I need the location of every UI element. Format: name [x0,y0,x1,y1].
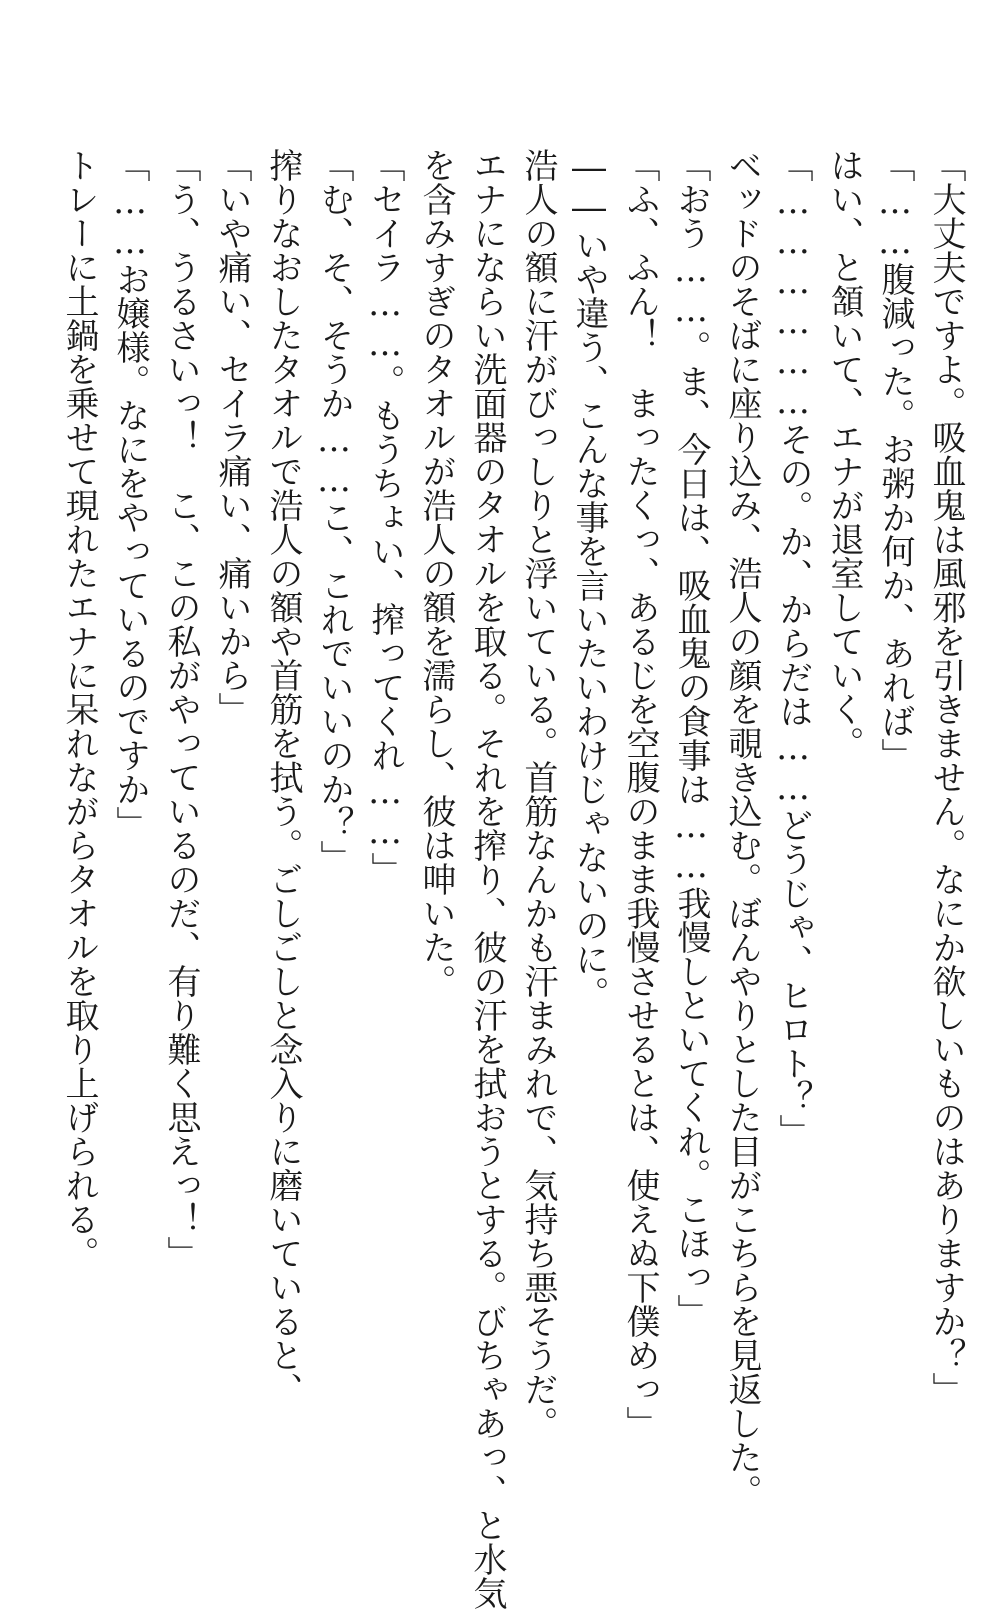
text-line-3: はい、と頷いて、エナが退室していく。 [824,148,864,760]
text-line-16: 「う、うるさいっ！ こ、この私がやっているのだ、有り難く思えっ！」 [161,148,201,1270]
text-line-1: 「大丈夫ですよ。吸血鬼は風邪を引きません。なにか欲しいものはありますか？」 [926,148,966,1406]
text-line-2: 「……腹減った。お粥か何か、あれば」 [875,148,915,772]
text-line-17: 「……お嬢様。なにをやっているのですか」 [110,148,150,840]
text-line-9: 浩人の額に汗がびっしりと浮いている。首筋なんかも汗まみれで、気持ち悪そうだ。 [518,148,558,1440]
text-line-6: 「おう……。ま、今日は、吸血鬼の食事は……我慢しといてくれ。こほっ」 [671,148,711,1328]
text-line-5: ベッドのそばに座り込み、浩人の顔を覗き込む。ぼんやりとした目がこちらを見返した。 [722,148,762,1508]
text-line-4: 「………………その。か、からだは……どうじゃ、ヒロト？」 [773,148,813,1148]
text-line-7: 「ふ、ふん！ まったくっ、あるじを空腹のまま我慢させるとは、使えぬ下僕めっ」 [620,148,660,1440]
text-line-11: を含みすぎのタオルが浩人の額を濡らし、彼は呻いた。 [416,148,456,998]
text-line-13: 「む、そ、そうか……こ、これでいいのか？」 [314,148,354,874]
text-line-14: 搾りなおしたタオルで浩人の額や首筋を拭う。ごしごしと念入りに磨いていると、 [263,148,303,1406]
text-line-15: 「いや痛い、セイラ痛い、痛いから」 [212,148,252,726]
text-line-12: 「セイラ……。もうちょい、搾ってくれ……」 [365,148,405,886]
text-line-8: ――いや違う、こんな事を言いたいわけじゃないのに。 [569,148,609,1010]
text-line-10: エナにならい洗面器のタオルを取る。それを搾り、彼の汗を拭おうとする。びちゃあっ、と水気 [467,148,507,1610]
text-line-18: トレーに土鍋を乗せて現れたエナに呆れながらタオルを取り上げられる。 [59,148,99,1270]
